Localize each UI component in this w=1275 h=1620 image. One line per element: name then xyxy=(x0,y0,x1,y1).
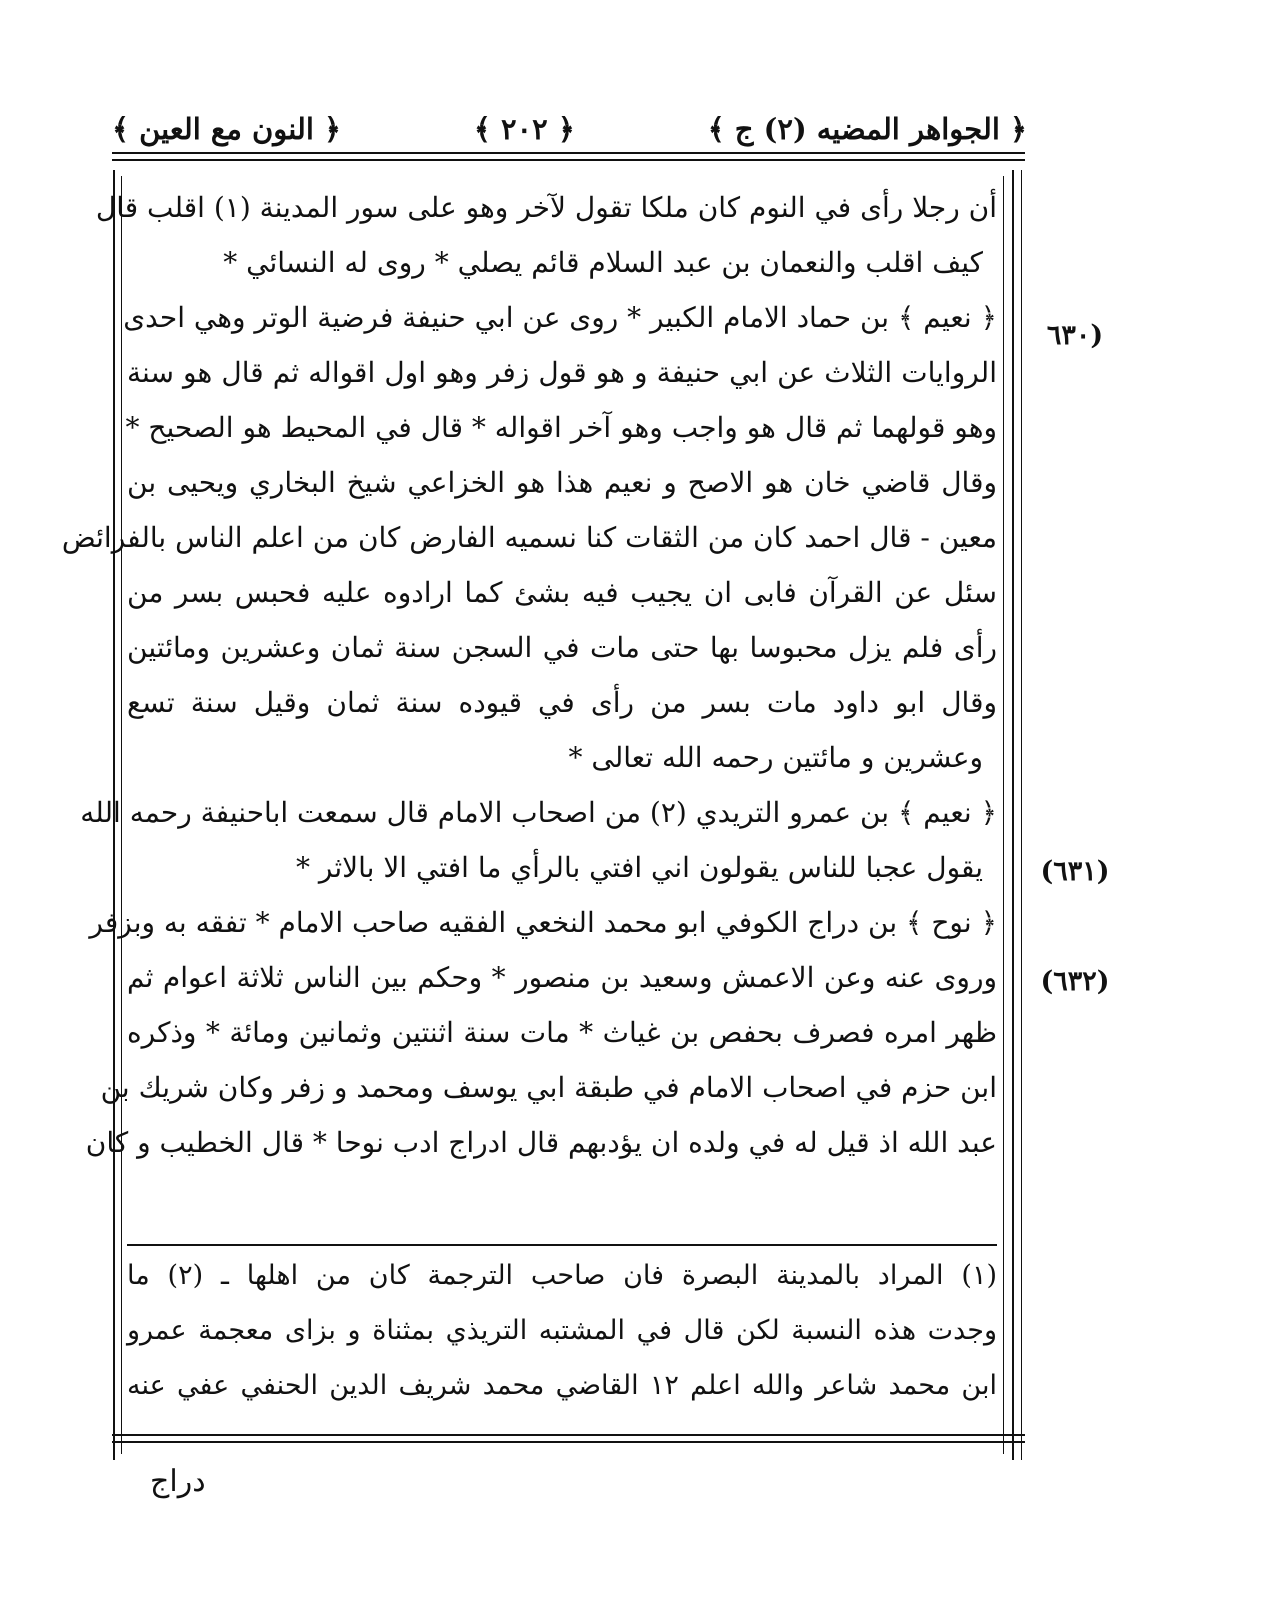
text-line: وقال ابو داود مات بسر من رأى في قيوده سنة ثمان وقيل سنة تسع xyxy=(127,686,997,719)
footer-rule-top xyxy=(112,1434,1025,1436)
text-line: سئل عن القرآن فابى ان يجيب فيه بشئ كما ارادوه عليه فحبس بسر من xyxy=(127,576,997,609)
main-text xyxy=(61,180,997,1170)
footnote-line: ابن محمد شاعر والله اعلم ١٢ القاضي محمد شريف الدين الحنفي عفي عنه xyxy=(127,1370,997,1401)
section-title: ﴿ النون مع العين ﴾ xyxy=(112,112,341,146)
footnote-separator xyxy=(127,1244,997,1246)
entry-number-630: (٦٣٠ xyxy=(1046,320,1104,351)
page-number: ﴿ ٢٠٢ ﴾ xyxy=(473,112,575,146)
footnote-line: وجدت هذه النسبة لكن قال في المشتبه التريذي بمثناة و بزاى معجمة عمرو xyxy=(127,1315,997,1346)
text-line: ابن حزم في اصحاب الامام في طبقة ابي يوسف ومحمد و زفر وكان شريك بن xyxy=(100,1071,997,1104)
text-line: وهو قولهما ثم قال هو واجب وهو آخر اقواله * قال في المحيط هو الصحيح * xyxy=(125,411,997,444)
footnotes xyxy=(127,1248,997,1413)
text-line: ﴿ نعيم ﴾ بن عمرو التريدي (٢) من اصحاب الامام قال سمعت اباحنيفة رحمه الله xyxy=(80,796,997,829)
text-line: كيف اقلب والنعمان بن عبد السلام قائم يصلي * روى له النسائي * xyxy=(223,246,983,279)
footer-rule-bottom xyxy=(112,1441,1025,1443)
frame-right-outer-line xyxy=(1021,170,1022,1460)
catchword: دراج xyxy=(150,1464,206,1499)
text-line: ظهر امره فصرف بحفص بن غياث * مات سنة اثنتين وثمانين ومائة * وذكره xyxy=(127,1016,997,1049)
frame-right-inner-line xyxy=(1003,176,1004,1454)
header-rule-top xyxy=(112,152,1025,154)
text-line: ﴿ نوح ﴾ بن دراج الكوفي ابو محمد النخعي الفقيه صاحب الامام * تفقه به وبزفر xyxy=(89,906,997,939)
text-line: يقول عجبا للناس يقولون اني افتي بالرأي ما افتي الا بالاثر * xyxy=(296,851,983,884)
text-line: وروى عنه وعن الاعمش وسعيد بن منصور * وحكم بين الناس ثلاثة اعوام ثم xyxy=(127,961,997,994)
text-line: أن رجلا رأى في النوم كان ملكا تقول لآخر وهو على سور المدينة (١) اقلب قال xyxy=(95,191,997,224)
text-line: وعشرين و مائتين رحمه الله تعالى * xyxy=(568,741,983,774)
text-line: عبد الله اذ قيل له في ولده ان يؤدبهم قال ادراج ادب نوحا * قال الخطيب و كان xyxy=(85,1126,997,1159)
text-line: الروايات الثلاث عن ابي حنيفة و هو قول زفر وهو اول اقواله ثم قال هو سنة xyxy=(127,356,997,389)
text-line: معين - قال احمد كان من الثقات كنا نسميه الفارض كان من اعلم الناس بالفرائض xyxy=(61,521,997,554)
text-line: وقال قاضي خان هو الاصح و نعيم هذا هو الخزاعي شيخ البخاري ويحيى بن xyxy=(127,466,997,499)
text-line: رأى فلم يزل محبوسا بها حتى مات في السجن سنة ثمان وعشرين ومائتين xyxy=(127,631,997,664)
entry-number-632: (٦٣٢) xyxy=(1040,966,1110,997)
entry-number-631: (٦٣١) xyxy=(1040,856,1110,887)
book-title: ﴿ الجواهر المضيه (٢) ج ﴾ xyxy=(707,112,1027,146)
header-rule-bottom xyxy=(112,159,1025,161)
footnote-line: (١) المراد بالمدينة البصرة فان صاحب الترجمة كان من اهلها ـ (٢) ما xyxy=(127,1260,997,1291)
page-header xyxy=(112,106,1027,152)
text-line: ﴿ نعيم ﴾ بن حماد الامام الكبير * روى عن ابي حنيفة فرضية الوتر وهي احدى xyxy=(123,301,997,334)
frame-right-line xyxy=(1012,170,1014,1460)
